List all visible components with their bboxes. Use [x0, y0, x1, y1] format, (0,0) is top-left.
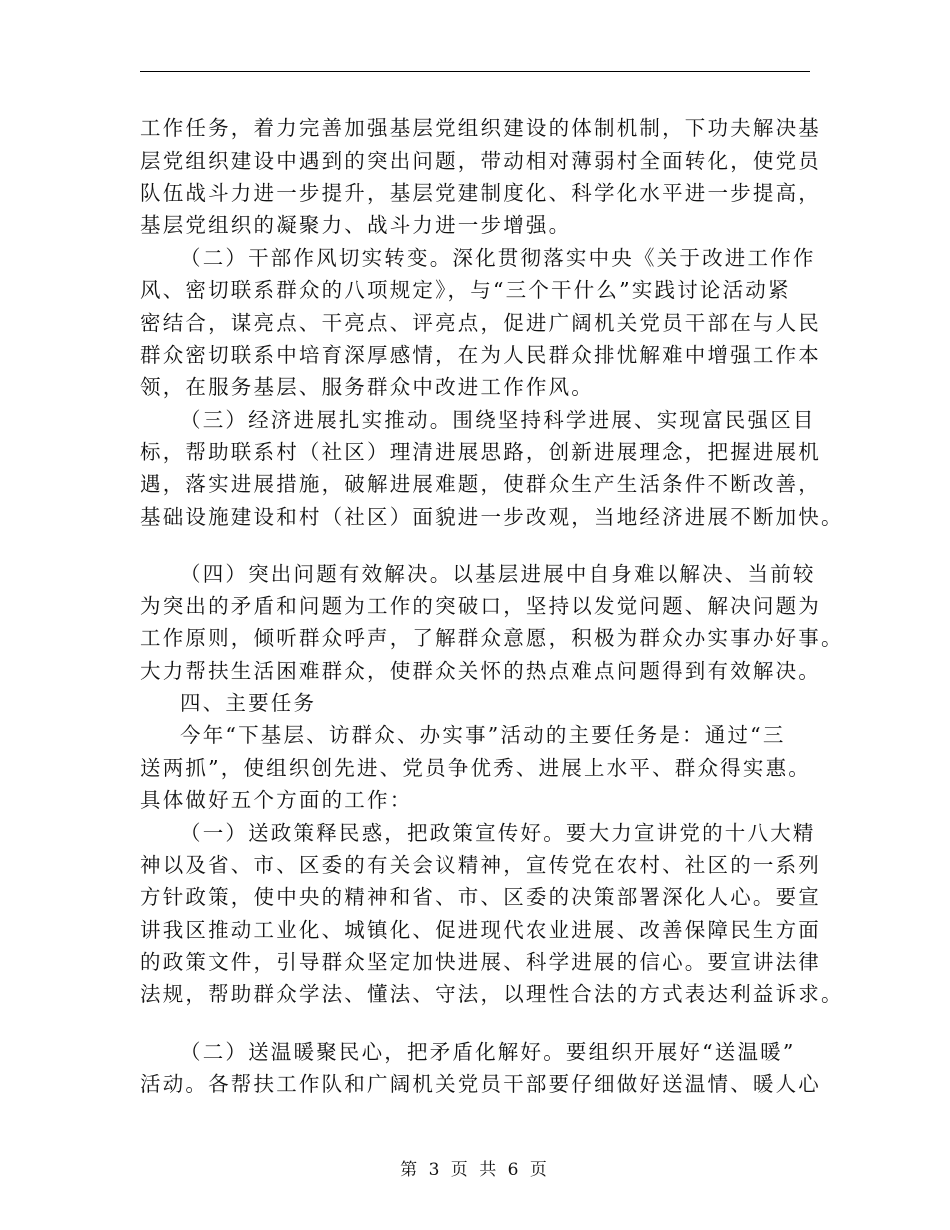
text-line: 为突出的矛盾和问题为工作的突破口，坚持以发觉问题、解决问题为: [140, 594, 821, 618]
section-heading: 四、主要任务: [180, 691, 317, 715]
text-line: 标，帮助联系村（社区）理清进展思路，创新进展理念，把握进展机: [140, 440, 821, 464]
text-line: 层党组织建设中遇到的突出问题，带动相对薄弱村全面转化，使党员: [140, 149, 821, 173]
text-line: （二）送温暖聚民心，把矛盾化解好。要组织开展好“送温暖”: [180, 1040, 796, 1064]
text-line: 队伍战斗力进一步提升，基层党建制度化、科学化水平进一步提高，: [140, 181, 821, 205]
text-line: 活动。各帮扶工作队和广阔机关党员干部要仔细做好送温情、暖人心: [140, 1072, 821, 1096]
text-line: 今年“下基层、访群众、办实事”活动的主要任务是：通过“三: [180, 723, 786, 747]
text-line: 方针政策，使中央的精神和省、市、区委的决策部署深化人心。要宣: [140, 885, 821, 909]
text-line: 神以及省、市、区委的有关会议精神，宣传党在农村、社区的一系列: [140, 853, 821, 877]
text-line: 密结合，谋亮点、干亮点、评亮点，促进广阔机关党员干部在与人民: [140, 311, 821, 335]
text-line: 群众密切联系中培育深厚感情，在为人民群众排忧解难中增强工作本: [140, 343, 821, 367]
text-line: 送两抓”，使组织创先进、党员争优秀、进展上水平、群众得实惠。: [140, 756, 811, 780]
text-line: 领，在服务基层、服务群众中改进工作作风。: [140, 375, 594, 399]
text-line: 风、密切联系群众的八项规定》，与“三个干什么”实践讨论活动紧: [140, 278, 791, 302]
text-line: 遇，落实进展措施，破解进展难题，使群众生产生活条件不断改善，: [140, 472, 821, 496]
text-line: 具体做好五个方面的工作：: [140, 788, 413, 812]
text-line: （二）干部作风切实转变。深化贯彻落实中央《关于改进工作作: [180, 246, 816, 270]
text-line: 基础设施建设和村（社区）面貌进一步改观，当地经济进展不断加快。: [140, 505, 844, 529]
header-rule: [140, 71, 810, 72]
text-line: 工作任务，着力完善加强基层党组织建设的体制机制，下功夫解决基: [140, 116, 821, 140]
text-line: （三）经济进展扎实推动。围绕坚持科学进展、实现富民强区目: [180, 408, 816, 432]
text-line: （四）突出问题有效解决。以基层进展中自身难以解决、当前较: [180, 562, 816, 586]
text-line: （一）送政策释民惑，把政策宣传好。要大力宣讲党的十八大精: [180, 821, 816, 845]
text-line: 讲我区推动工业化、城镇化、促进现代农业进展、改善保障民生方面: [140, 918, 821, 942]
text-line: 大力帮扶生活困难群众，使群众关怀的热点难点问题得到有效解决。: [140, 659, 821, 683]
text-line: 工作原则，倾听群众呼声，了解群众意愿，积极为群众办实事办好事。: [140, 626, 844, 650]
page-number-footer: 第 3 页 共 6 页: [400, 1160, 550, 1180]
text-line: 的政策文件，引导群众坚定加快进展、科学进展的信心。要宣讲法律: [140, 950, 821, 974]
text-line: 基层党组织的凝聚力、战斗力进一步增强。: [140, 213, 572, 237]
text-line: 法规，帮助群众学法、懂法、守法，以理性合法的方式表达利益诉求。: [140, 982, 844, 1006]
